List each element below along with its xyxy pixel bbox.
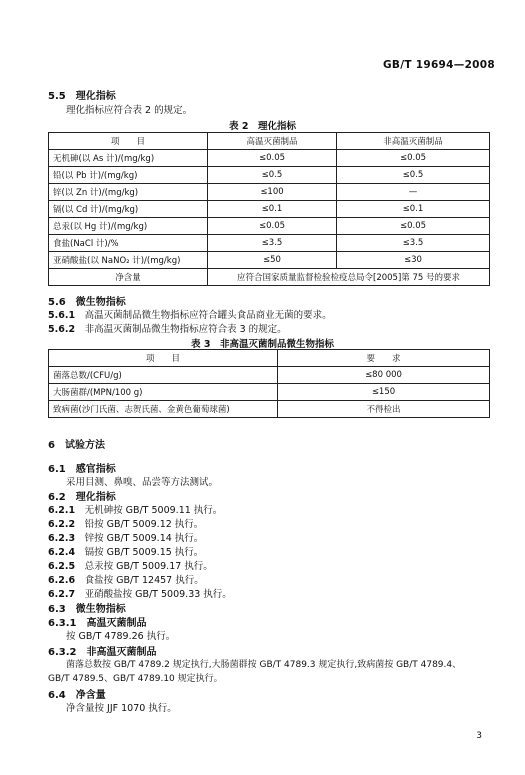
table-cell: 大肠菌群/(MPN/100 g): [49, 384, 278, 401]
table-cell: ≤3.5: [337, 235, 490, 252]
section-5-6-heading: 5.6 微生物指标: [48, 297, 126, 308]
section-6-3-1-text: 按 GB/T 4789.26 执行。: [66, 631, 176, 642]
standard-number: GB/T 19694—2008: [382, 59, 495, 71]
section-6-heading: 6 试验方法: [48, 440, 105, 451]
table-cell: ≤0.05: [208, 218, 337, 235]
table-row: [49, 401, 490, 418]
table-row: [49, 201, 490, 218]
section-6-3-1-heading: 6.3.1 高温灭菌制品: [48, 618, 147, 629]
section-6-2-3-text: 6.2.3 锌按 GB/T 5009.14 执行。: [48, 533, 204, 544]
table-3-caption: 表 3 非高温灭菌制品微生物指标: [191, 339, 334, 350]
section-5-5-text: 理化指标应符合表 2 的规定。: [66, 105, 193, 116]
section-5-6-1-text: 5.6.1 高温灭菌制品微生物指标应符合罐头食品商业无菌的要求。: [48, 310, 332, 321]
table-2: [48, 132, 490, 286]
table-cell: ≤0.05: [208, 150, 337, 167]
table-row: [49, 269, 490, 286]
table-cell: 菌落总数/(CFU/g): [49, 367, 278, 384]
table-cell: 净含量: [49, 269, 208, 286]
section-6-3-2-text-line-2: GB/T 4789.5、GB/T 4789.10 规定执行。: [48, 674, 223, 684]
table-3-header-requirement: 要 求: [278, 350, 490, 367]
page-number: 3: [476, 731, 482, 741]
table-cell: ≤80 000: [278, 367, 490, 384]
table-2-header-item: 项 目: [49, 133, 208, 150]
section-6-1-heading: 6.1 感官指标: [48, 464, 116, 475]
section-6-2-1-text: 6.2.1 无机砷按 GB/T 5009.11 执行。: [48, 505, 223, 516]
table-cell: 应符合国家质量监督检验检疫总局令[2005]第 75 号的要求: [208, 269, 490, 286]
section-6-4-text: 净含量按 JJF 1070 执行。: [66, 703, 177, 714]
table-row: [49, 384, 490, 401]
section-6-3-2-heading: 6.3.2 非高温灭菌制品: [48, 647, 157, 658]
table-row: [49, 167, 490, 184]
table-3: [48, 349, 490, 418]
section-5-6-2-text: 5.6.2 非高温灭菌制品微生物指标应符合表 3 的规定。: [48, 324, 287, 335]
section-6-2-heading: 6.2 理化指标: [48, 492, 116, 503]
table-cell: 食盐(NaCl 计)/%: [49, 235, 208, 252]
section-6-2-2-text: 6.2.2 铅按 GB/T 5009.12 执行。: [48, 519, 204, 530]
section-6-3-2-text-line-1: 菌落总数按 GB/T 4789.2 规定执行,大肠菌群按 GB/T 4789.3 规定执行,致病菌按 GB/T 4789.4、: [66, 660, 462, 670]
table-cell: 镉(以 Cd 计)/(mg/kg): [49, 201, 208, 218]
table-cell: ≤100: [208, 184, 337, 201]
section-6-2-4-text: 6.2.4 镉按 GB/T 5009.15 执行。: [48, 547, 204, 558]
table-cell: ≤0.05: [337, 150, 490, 167]
table-cell: ≤30: [337, 252, 490, 269]
table-row: [49, 252, 490, 269]
table-cell: ≤50: [208, 252, 337, 269]
section-6-2-5-text: 6.2.5 总汞按 GB/T 5009.17 执行。: [48, 561, 213, 572]
table-cell: ≤150: [278, 384, 490, 401]
table-2-header-non-high-temp: 非高温灭菌制品: [337, 133, 490, 150]
table-cell: ≤0.05: [337, 218, 490, 235]
table-row: [49, 235, 490, 252]
table-cell: 致病菌(沙门氏菌、志贺氏菌、金黄色葡萄球菌): [49, 401, 278, 418]
table-cell: 亚硝酸盐(以 NaNO₂ 计)/(mg/kg): [49, 252, 208, 269]
table-cell: ≤0.5: [208, 167, 337, 184]
section-6-4-heading: 6.4 净含量: [48, 690, 106, 701]
table-cell: ≤3.5: [208, 235, 337, 252]
table-row: [49, 367, 490, 384]
table-2-header-high-temp: 高温灭菌制品: [208, 133, 337, 150]
table-row: [49, 150, 490, 167]
table-3-header-item: 项 目: [49, 350, 278, 367]
table-cell: 锌(以 Zn 计)/(mg/kg): [49, 184, 208, 201]
table-cell: ≤0.1: [337, 201, 490, 218]
section-6-1-text: 采用目测、鼻嗅、品尝等方法测试。: [66, 477, 219, 488]
section-5-5-heading: 5.5 理化指标: [48, 91, 116, 102]
table-cell: 铅(以 Pb 计)/(mg/kg): [49, 167, 208, 184]
table-cell: ≤0.1: [208, 201, 337, 218]
table-cell: 不得检出: [278, 401, 490, 418]
section-6-3-heading: 6.3 微生物指标: [48, 604, 126, 615]
table-cell: ≤0.5: [337, 167, 490, 184]
section-6-2-7-text: 6.2.7 亚硝酸盐按 GB/T 5009.33 执行。: [48, 589, 232, 600]
table-row: [49, 218, 490, 235]
section-6-2-6-text: 6.2.6 食盐按 GB/T 12457 执行。: [48, 575, 204, 586]
table-cell: 无机砷(以 As 计)/(mg/kg): [49, 150, 208, 167]
table-cell: 总汞(以 Hg 计)/(mg/kg): [49, 218, 208, 235]
table-cell: —: [337, 184, 490, 201]
table-row: [49, 184, 490, 201]
table-2-caption: 表 2 理化指标: [229, 121, 296, 132]
